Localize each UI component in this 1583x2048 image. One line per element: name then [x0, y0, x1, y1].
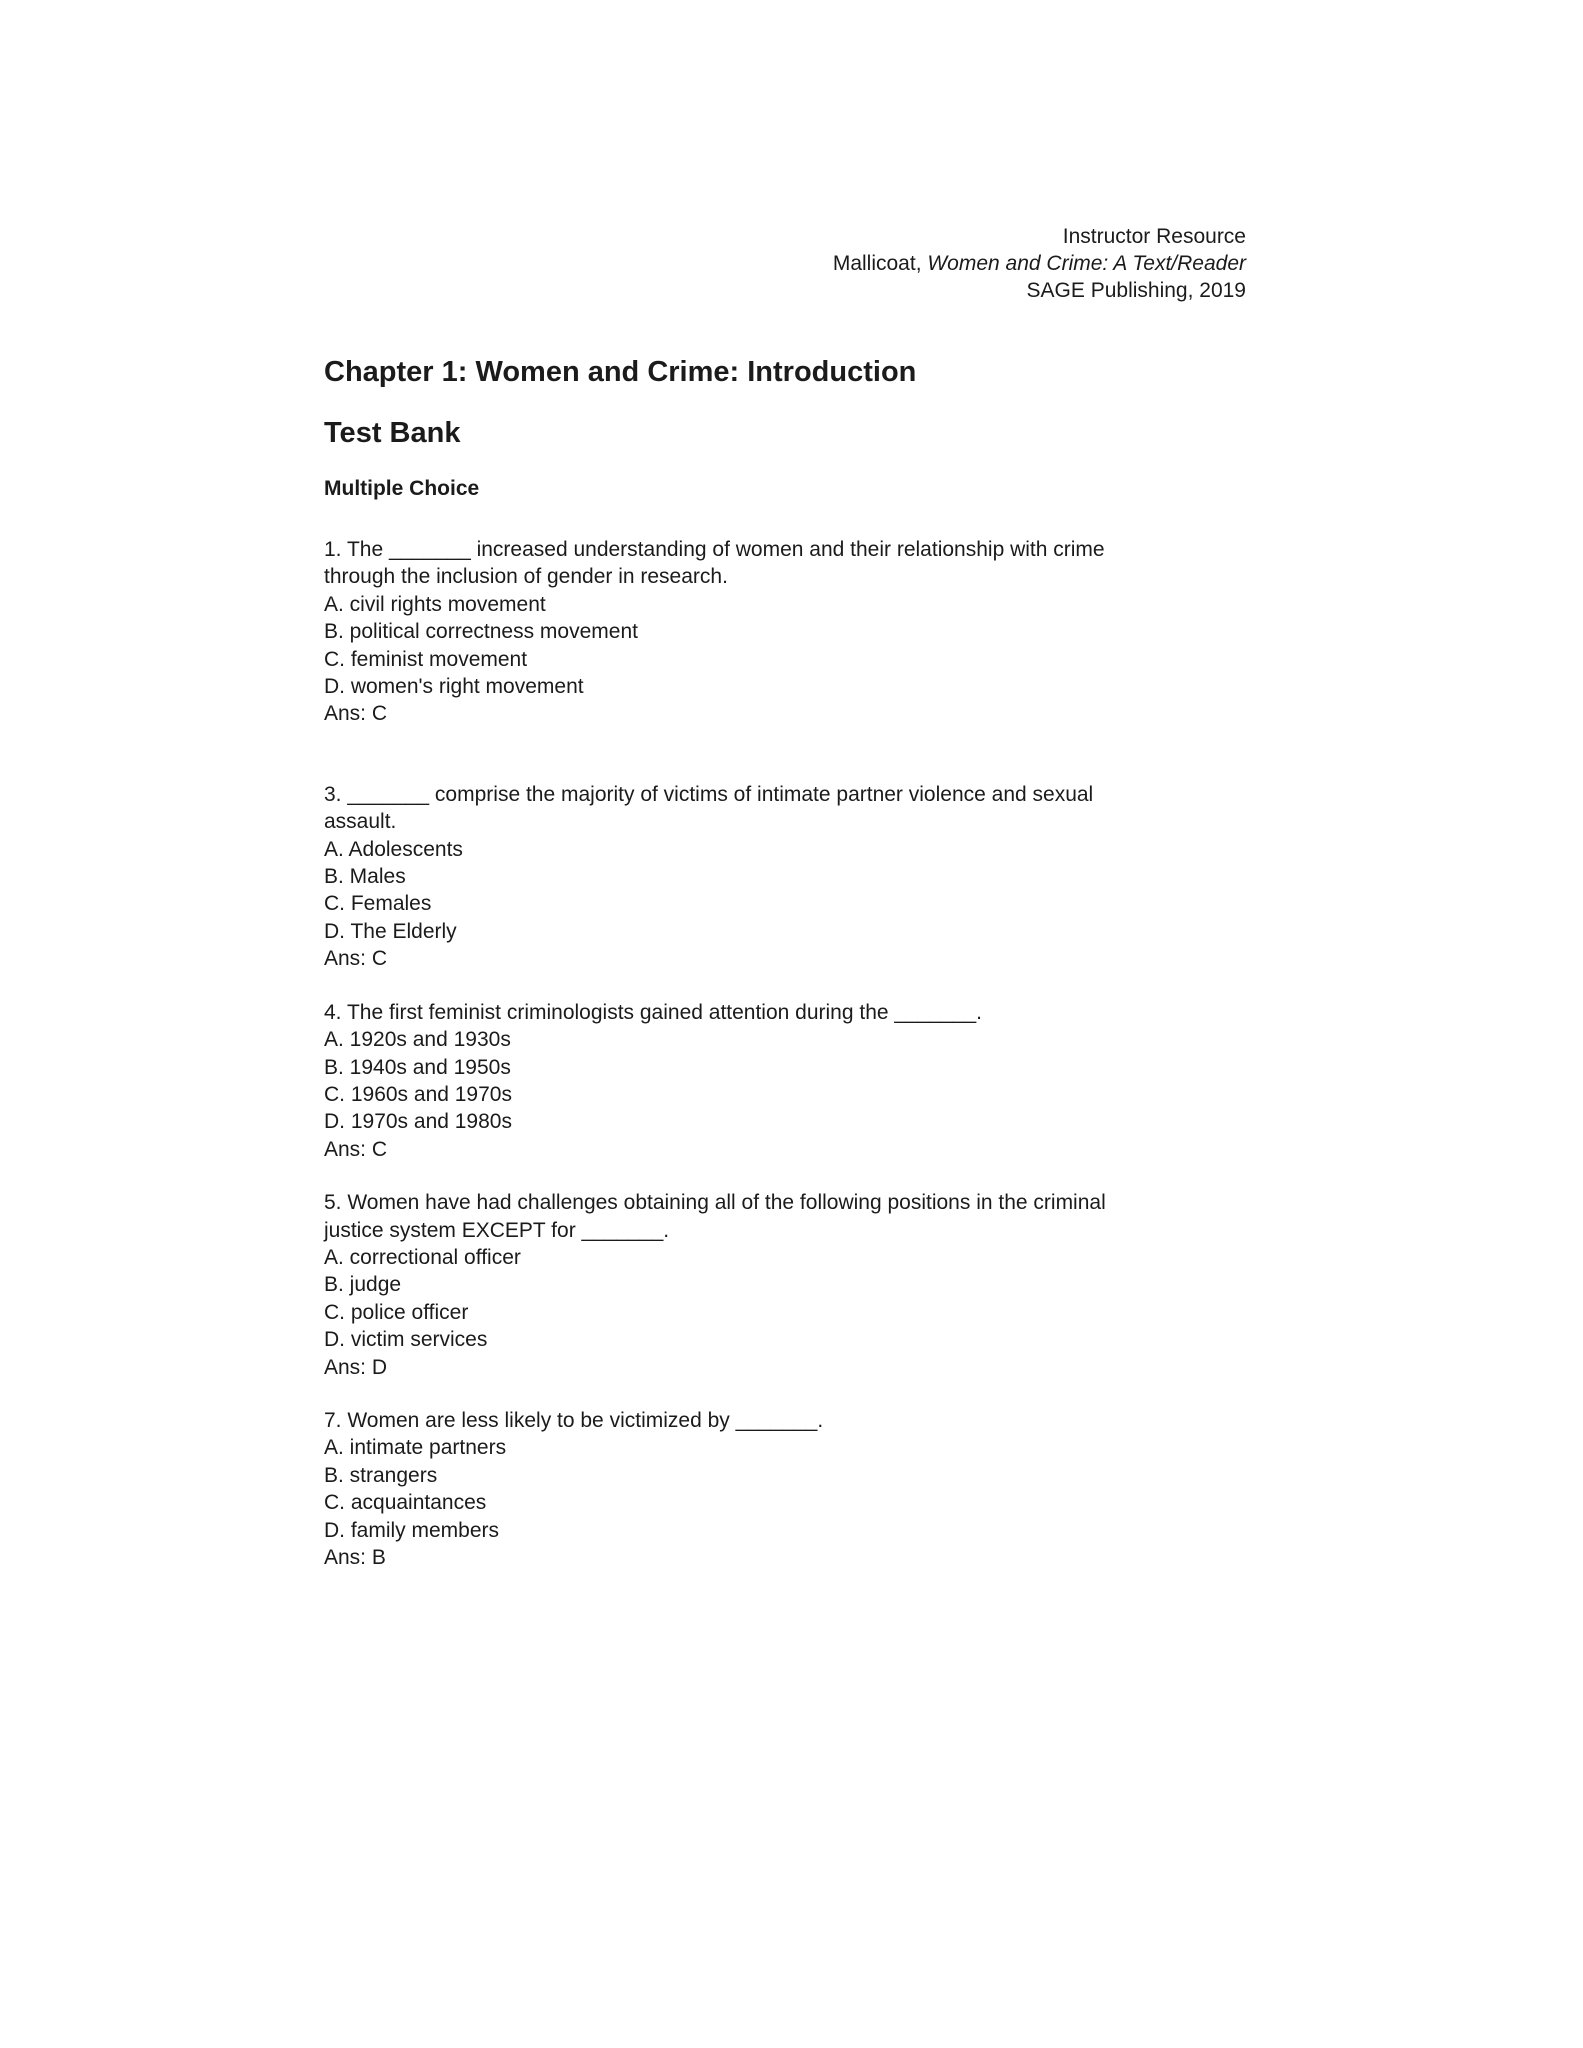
answer-option: A. Adolescents [324, 837, 463, 861]
answer-option: C. acquaintances [324, 1491, 487, 1515]
answer-option: D. The Elderly [324, 919, 457, 943]
question-stem-line: 1. The _______ increased understanding of women and their relationship with crime [324, 538, 1105, 561]
question-stem-line: assault. [324, 810, 397, 834]
header-book-title: Women and Crime: A Text/Reader [927, 252, 1246, 275]
question-stem-line: justice system EXCEPT for _______. [324, 1218, 670, 1242]
answer-option: C. feminist movement [324, 647, 528, 671]
chapter-title: Chapter 1: Women and Crime: Introduction [324, 356, 917, 388]
question-stem-line: 3. _______ comprise the majority of victims of intimate partner violence and sexual [324, 782, 1094, 806]
header-publisher-line: SAGE Publishing, 2019 [1026, 279, 1246, 302]
answer-key: Ans: C [324, 947, 388, 971]
answer-key: Ans: D [324, 1355, 388, 1379]
answer-key: Ans: B [324, 1546, 386, 1569]
answer-option: B. 1940s and 1950s [324, 1055, 511, 1079]
answer-option: A. 1920s and 1930s [324, 1028, 511, 1052]
question-stem-line: 7. Women are less likely to be victimized by _______. [324, 1408, 824, 1432]
header-book-line [324, 250, 1246, 277]
test-bank-heading: Test Bank [324, 417, 461, 449]
answer-option: C. Females [324, 892, 432, 916]
question-block [324, 1407, 1246, 1571]
answer-option: C. police officer [324, 1300, 469, 1324]
answer-option: B. political correctness movement [324, 620, 638, 644]
answer-option: B. judge [324, 1273, 402, 1297]
question-block [324, 999, 1246, 1163]
header-author: Mallicoat, [832, 252, 928, 275]
answer-option: D. victim services [324, 1328, 488, 1352]
question-block [324, 781, 1246, 973]
question-stem-line: 4. The first feminist criminologists gained attention during the _______. [324, 1000, 982, 1024]
answer-option: A. civil rights movement [324, 592, 546, 616]
question-block [324, 536, 1246, 728]
answer-key: Ans: C [324, 1137, 388, 1161]
question-stem-line: 5. Women have had challenges obtaining all of the following positions in the criminal [324, 1191, 1106, 1215]
section-heading: Multiple Choice [324, 477, 480, 500]
question-stem-line: through the inclusion of gender in research. [324, 565, 728, 589]
answer-option: B. Males [324, 865, 406, 889]
document-header [324, 223, 1246, 304]
answer-option: B. strangers [324, 1463, 438, 1487]
answer-option: A. correctional officer [324, 1245, 521, 1269]
answer-option: C. 1960s and 1970s [324, 1082, 512, 1106]
answer-option: A. intimate partners [324, 1436, 507, 1460]
answer-option: D. family members [324, 1518, 500, 1542]
question-block [324, 1189, 1246, 1381]
answer-key: Ans: C [324, 702, 388, 726]
answer-option: D. 1970s and 1980s [324, 1110, 512, 1134]
questions-list [324, 536, 1246, 1597]
answer-option: D. women's right movement [324, 675, 584, 699]
header-resource-line: Instructor Resource [1062, 225, 1246, 248]
